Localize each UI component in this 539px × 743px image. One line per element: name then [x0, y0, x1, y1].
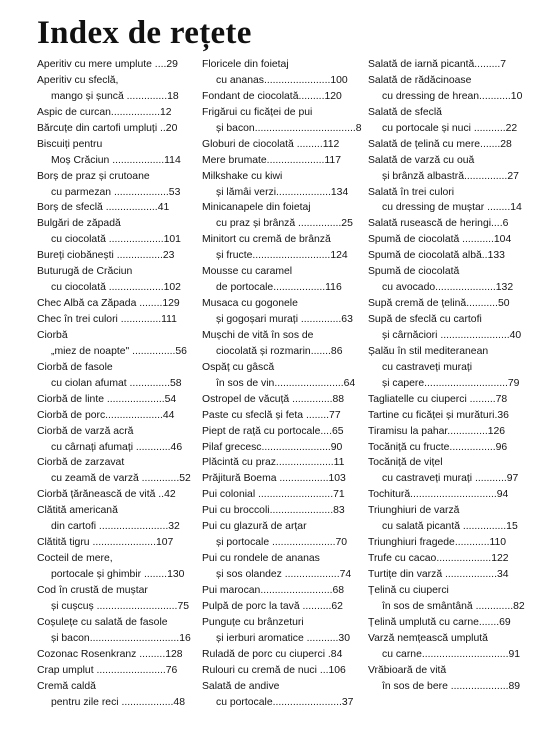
index-column-3	[368, 57, 525, 695]
recipe-name-line: Frigărui cu ficăței de pui	[202, 106, 313, 118]
recipe-name-line: Ciorbă de porc....................44	[37, 409, 175, 421]
recipe-name-line: Ciorbă de zarzavat	[37, 457, 125, 469]
recipe-name-line: Biscuiți pentru	[37, 138, 103, 150]
recipe-name-line: Bureți ciobănești ................23	[37, 250, 175, 262]
recipe-continuation-line: în sos de smântână .............82	[382, 600, 525, 612]
recipe-name-line: Ostropel de văcuță ..............88	[202, 393, 345, 405]
recipe-entry	[368, 392, 514, 408]
recipe-name-line: Paste cu sfeclă și feta ........77	[202, 409, 341, 421]
recipe-continuation-line: cu zeamă de varză .............52	[51, 473, 191, 485]
recipe-name-line: Coșulețe cu salată de fasole	[37, 616, 168, 628]
recipe-entry	[368, 216, 514, 232]
recipe-entry	[202, 424, 346, 440]
recipe-name-line: Tocăniță de vițel	[368, 457, 443, 469]
recipe-name-line: Turtițe din varză ..................34	[368, 569, 509, 580]
recipe-entry	[202, 328, 346, 360]
recipe-entry	[368, 344, 520, 392]
recipe-entry	[37, 503, 183, 535]
recipe-name-line: Triunghiuri fragede............110	[368, 537, 507, 549]
recipe-name-line: Tochitură..............................94	[368, 489, 509, 501]
recipe-entry	[202, 392, 346, 408]
recipe-entry	[368, 185, 522, 217]
recipe-continuation-line: și portocale ......................70	[216, 537, 348, 549]
recipe-entry	[202, 360, 356, 392]
recipe-name-line: Pui marocan.........................68	[202, 584, 345, 596]
recipe-name-line: Țelină cu ciuperci	[368, 584, 449, 596]
recipe-entry	[202, 105, 362, 137]
recipe-entry	[202, 615, 350, 647]
recipe-entry	[37, 296, 183, 312]
recipe-continuation-line: cu castraveți murați ...........97	[382, 473, 519, 485]
recipe-entry	[202, 679, 354, 711]
recipe-name-line: Chec în trei culori ..............111	[37, 314, 177, 325]
recipe-name-line: Salată de iarnă picantă.........7	[368, 59, 507, 70]
recipe-entry	[202, 647, 346, 663]
recipe-name-line: Mousse cu caramel	[202, 266, 293, 278]
recipe-entry	[368, 408, 514, 424]
recipe-entry	[202, 137, 346, 153]
recipe-entry	[37, 647, 183, 663]
recipe-name-line: Pui cu rondele de ananas	[202, 553, 320, 565]
recipe-continuation-line: cu carne..............................91	[382, 648, 521, 660]
recipe-entry	[368, 615, 514, 631]
recipe-name-line: Rulouri cu cremă de nuci ...106	[202, 664, 346, 676]
recipe-continuation-line: și lămâi verzi...................134	[216, 186, 349, 198]
recipe-name-line: Pulpă de porc la tavă ..........62	[202, 600, 343, 612]
recipe-continuation-line: din cartofi ........................32	[51, 521, 180, 533]
recipe-entry	[37, 248, 183, 264]
recipe-entry	[202, 455, 346, 471]
recipe-continuation-line: cu portocale și nuci ...........22	[382, 122, 518, 134]
recipe-entry	[368, 424, 514, 440]
recipe-continuation-line: și gogoșari murați ..............63	[216, 314, 353, 325]
recipe-name-line: Milkshake cu kiwi	[202, 170, 283, 182]
recipe-name-line: Tartine cu ficăței și murături.36	[368, 409, 509, 421]
recipe-name-line: Triunghiuri de varză	[368, 505, 460, 517]
recipe-entry	[202, 599, 346, 615]
recipe-entry	[37, 487, 183, 503]
recipe-name-line: Pui cu glazură de arțar	[202, 521, 307, 533]
recipe-entry	[368, 631, 521, 663]
recipe-name-line: Ciorbă țărănească de vită ..42	[37, 489, 176, 501]
recipe-entry	[202, 57, 346, 89]
recipe-entry	[202, 200, 353, 232]
recipe-entry	[202, 169, 349, 201]
recipe-entry	[37, 392, 183, 408]
recipe-entry	[368, 248, 514, 264]
recipe-entry	[368, 312, 522, 344]
recipe-name-line: Bărcuțe din cartofi umpluți ..20	[37, 122, 178, 134]
recipe-name-line: Aperitiv cu mere umplute ....29	[37, 59, 178, 70]
recipe-entry	[202, 440, 346, 456]
recipe-name-line: Spumă de ciocolată albă..133	[368, 250, 505, 262]
page-title: Index de rețete	[37, 15, 252, 51]
recipe-name-line: Cozonac Rosenkranz .........128	[37, 648, 183, 660]
recipe-entry	[37, 583, 190, 615]
recipe-continuation-line: cu salată picantă ...............15	[382, 521, 518, 533]
recipe-entry	[368, 663, 521, 695]
recipe-name-line: Spumă de ciocolată	[368, 266, 460, 278]
recipe-entry	[37, 121, 183, 137]
recipe-continuation-line: cu castraveți murați	[382, 361, 473, 373]
recipe-entry	[368, 73, 523, 105]
index-column-2	[202, 57, 362, 710]
recipe-name-line: Ruladă de porc cu ciuperci .84	[202, 648, 343, 660]
recipe-continuation-line: cu ciolan afumat ..............58	[51, 377, 182, 389]
recipe-name-line: Tagliatelle cu ciuperci .........78	[368, 393, 508, 405]
recipe-entry	[202, 519, 346, 551]
recipe-entry	[368, 57, 514, 73]
recipe-continuation-line: cu dressing de hrean...........10	[382, 90, 523, 102]
recipe-name-line: Ciorbă de varză acră	[37, 425, 134, 437]
recipe-continuation-line: portocale și ghimbir ........130	[51, 569, 185, 580]
index-column-1	[37, 57, 191, 710]
recipe-entry	[37, 312, 183, 328]
recipe-name-line: Mușchi de vită în sos de	[202, 329, 314, 341]
recipe-continuation-line: în sos de vin........................64	[216, 377, 356, 389]
recipe-entry	[202, 471, 346, 487]
recipe-continuation-line: și cârnăciori ........................40	[382, 329, 522, 341]
recipe-entry	[368, 455, 519, 487]
recipe-entry	[368, 535, 514, 551]
recipe-name-line: Varză nemțească umplută	[368, 632, 488, 644]
recipe-entry	[368, 137, 514, 153]
recipe-continuation-line: mango și șuncă ..............18	[51, 90, 179, 102]
recipe-continuation-line: cu parmezan ...................53	[51, 186, 181, 198]
recipe-entry	[368, 503, 518, 535]
recipe-entry	[368, 551, 514, 567]
recipe-name-line: Spumă de ciocolată ...........104	[368, 234, 512, 246]
recipe-continuation-line: „miez de noapte" ...............56	[51, 345, 187, 357]
recipe-entry	[37, 264, 183, 296]
recipe-name-line: Supă cremă de țelină...........50	[368, 298, 510, 310]
recipe-entry	[37, 360, 183, 392]
recipe-entry	[202, 153, 346, 169]
recipe-name-line: Salată de rădăcinoase	[368, 74, 472, 86]
recipe-entry	[368, 296, 514, 312]
recipe-continuation-line: cu ananas.......................100	[216, 74, 348, 86]
recipe-entry	[368, 232, 514, 248]
recipe-entry	[37, 200, 183, 216]
recipe-entry	[202, 264, 346, 296]
recipe-name-line: Ciorbă de fasole	[37, 361, 113, 373]
recipe-name-line: Salată de sfeclă	[368, 106, 442, 118]
recipe-name-line: Punguțe cu brânzeturi	[202, 616, 304, 628]
recipe-continuation-line: cu portocale........................37	[216, 696, 354, 708]
recipe-entry	[37, 663, 183, 679]
recipe-name-line: Ciorbă de linte ....................54	[37, 393, 177, 405]
recipe-name-line: Floricele din foietaj	[202, 59, 289, 70]
recipe-continuation-line: și bacon...............................16	[51, 632, 191, 644]
recipe-name-line: Trufe cu cacao...................122	[368, 553, 509, 565]
recipe-name-line: Fondant de ciocolată.........120	[202, 90, 342, 102]
recipe-name-line: Aperitiv cu sfeclă,	[37, 74, 119, 86]
recipe-name-line: Ospăț cu gâscă	[202, 361, 275, 373]
recipe-continuation-line: cu avocado.....................132	[382, 282, 514, 294]
recipe-entry	[37, 57, 183, 73]
recipe-name-line: Tiramisu la pahar..............126	[368, 425, 506, 437]
recipe-name-line: Tocăniță cu fructe................96	[368, 441, 508, 453]
recipe-name-line: Vrăbioară de vită	[368, 664, 447, 676]
recipe-continuation-line: în sos de bere ....................89	[382, 680, 521, 692]
recipe-entry	[202, 408, 346, 424]
recipe-name-line: Bulgări de zăpadă	[37, 218, 121, 230]
recipe-name-line: Prăjitură Boema .................103	[202, 473, 346, 485]
recipe-continuation-line: și sos olandez ...................74	[216, 569, 352, 580]
recipe-name-line: Borș de sfeclă ..................41	[37, 202, 170, 214]
recipe-name-line: Globuri de ciocolată .........112	[202, 138, 340, 150]
recipe-entry	[202, 232, 346, 264]
recipe-name-line: Buturugă de Crăciun	[37, 266, 133, 278]
recipe-name-line: Salată de andive	[202, 680, 280, 692]
recipe-name-line: Supă de sfeclă cu cartofi	[368, 314, 482, 325]
recipe-entry	[37, 424, 183, 456]
recipe-name-line: Aspic de curcan.................12	[37, 106, 172, 118]
recipe-name-line: Cremă caldă	[37, 680, 96, 692]
recipe-name-line: Plăcintă cu praz....................11	[202, 457, 345, 469]
recipe-name-line: Șalău în stil mediteranean	[368, 345, 489, 357]
recipe-continuation-line: Moș Crăciun ..................114	[51, 154, 181, 166]
recipe-name-line: Țelină umplută cu carne.......69	[368, 616, 511, 628]
recipe-entry	[37, 679, 183, 711]
recipe-entry	[37, 408, 183, 424]
recipe-entry	[368, 153, 519, 185]
recipe-entry	[202, 551, 352, 583]
recipe-entry	[202, 487, 346, 503]
recipe-name-line: Minicanapele din foietaj	[202, 202, 311, 214]
recipe-continuation-line: și ierburi aromatice ...........30	[216, 632, 350, 644]
recipe-continuation-line: ciocolată și rozmarin.......86	[216, 345, 343, 357]
recipe-entry	[37, 535, 183, 551]
recipe-entry	[202, 663, 346, 679]
recipe-entry	[37, 137, 183, 169]
recipe-entry	[37, 169, 183, 201]
recipe-name-line: Cocteil de mere,	[37, 553, 113, 565]
recipe-name-line: Salată în trei culori	[368, 186, 455, 198]
recipe-entry	[37, 615, 191, 647]
recipe-name-line: Crap umplut ........................76	[37, 664, 178, 676]
recipe-continuation-line: și brânză albastră...............27	[382, 170, 519, 182]
recipe-name-line: Mere brumate....................117	[202, 154, 341, 166]
recipe-name-line: Clătită tigru ......................107	[37, 537, 174, 549]
recipe-name-line: Salată de țelină cu mere.......28	[368, 138, 512, 150]
recipe-continuation-line: de portocale..................116	[216, 282, 342, 294]
recipe-entry	[37, 105, 183, 121]
recipe-entry	[202, 296, 353, 328]
recipe-name-line: Piept de rață cu portocale....65	[202, 425, 344, 437]
recipe-continuation-line: și bacon...................................8	[216, 122, 362, 134]
recipe-entry	[202, 89, 346, 105]
recipe-entry	[37, 455, 191, 487]
recipe-continuation-line: și fructe...........................124	[216, 250, 348, 262]
recipe-name-line: Musaca cu gogonele	[202, 298, 298, 310]
recipe-continuation-line: și cușcuș ............................75	[51, 600, 190, 612]
recipe-name-line: Minitort cu cremă de brânză	[202, 234, 331, 246]
recipe-continuation-line: și capere.............................79	[382, 377, 520, 389]
recipe-entry	[368, 583, 525, 615]
recipe-entry	[202, 583, 346, 599]
recipe-continuation-line: cu ciocolată ...................102	[51, 282, 181, 294]
recipe-continuation-line: cu dressing de muștar ........14	[382, 202, 522, 214]
recipe-entry	[368, 264, 514, 296]
recipe-entry	[37, 551, 183, 583]
recipe-name-line: Pilaf grecesc........................90	[202, 441, 343, 453]
recipe-entry	[37, 73, 183, 105]
recipe-name-line: Borș de praz și crutoane	[37, 170, 150, 182]
recipe-continuation-line: cu cârnați afumați ............46	[51, 441, 183, 453]
recipe-entry	[37, 216, 183, 248]
recipe-name-line: Pui cu broccoli......................83	[202, 505, 345, 517]
recipe-name-line: Chec Albă ca Zăpada ........129	[37, 298, 180, 310]
recipe-entry	[368, 105, 518, 137]
recipe-entry	[368, 440, 514, 456]
recipe-entry	[368, 487, 514, 503]
recipe-continuation-line: pentru zile reci ..................48	[51, 696, 185, 708]
recipe-entry	[368, 567, 514, 583]
recipe-name-line: Salată de varză cu ouă	[368, 154, 475, 166]
recipe-name-line: Pui colonial ..........................71	[202, 489, 345, 501]
recipe-name-line: Ciorbă	[37, 329, 68, 341]
recipe-continuation-line: cu praz și brânză ...............25	[216, 218, 353, 230]
recipe-entry	[37, 328, 187, 360]
recipe-name-line: Clătită americană	[37, 505, 118, 517]
recipe-name-line: Cod în crustă de muștar	[37, 584, 148, 596]
recipe-continuation-line: cu ciocolată ...................101	[51, 234, 181, 246]
recipe-entry	[202, 503, 346, 519]
recipe-name-line: Salată rusească de heringi....6	[368, 218, 509, 230]
